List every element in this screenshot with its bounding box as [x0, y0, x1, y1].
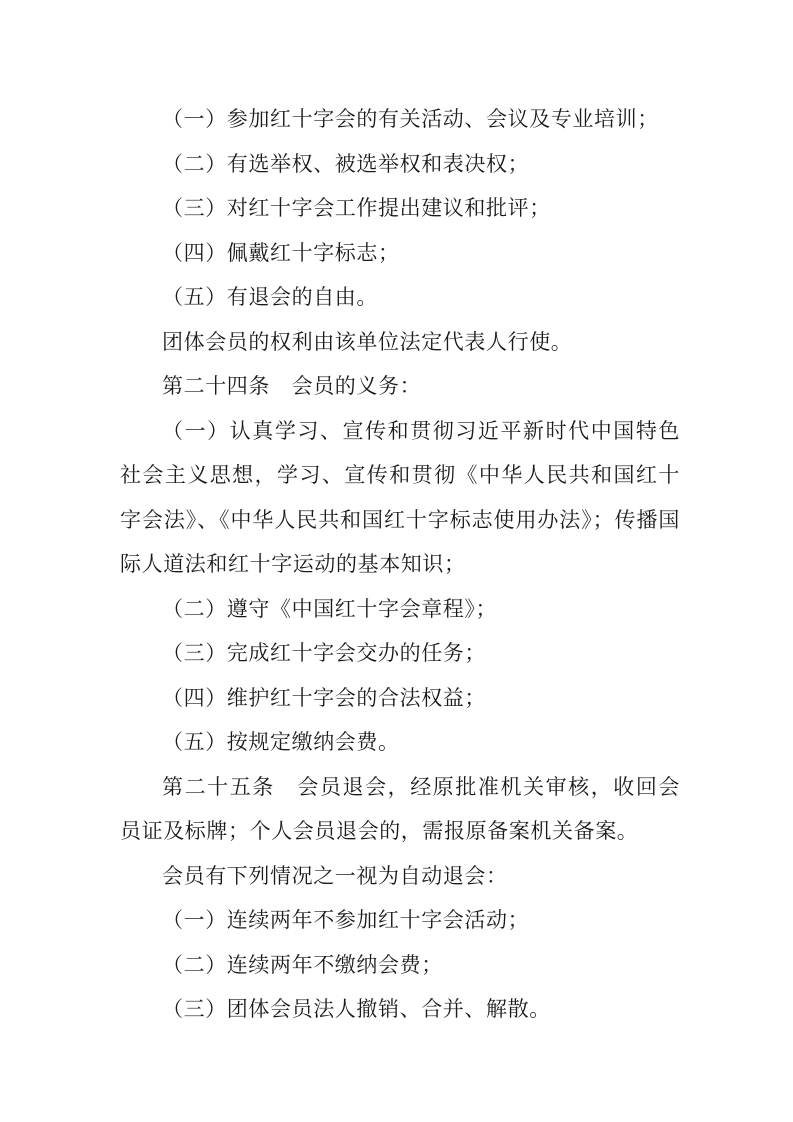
paragraph-auto-no-fees: （二）连续两年不缴纳会费；: [162, 952, 443, 977]
paragraph-duty-fees: （五）按规定缴纳会费。: [162, 730, 400, 754]
paragraph-auto-withdraw: 会员有下列情况之一视为自动退会：: [162, 863, 508, 888]
paragraph-duty-study: （一）认真学习、宣传和贯彻习近平新时代中国特色社会主义思想，学习、宣传和贯彻《中华人民共和国红十字会法》、《中华人民共和国红十字标志使用办法》；传播国际人道法和红十字运动的基本知识；: [120, 418, 680, 576]
document-body: [120, 97, 680, 1032]
paragraph-right-emblem: （四）佩戴红十字标志；: [162, 240, 400, 265]
article-24-heading: 第二十四条 会员的义务：: [162, 374, 422, 398]
paragraph-duty-protect: （四）维护红十字会的合法权益；: [162, 685, 486, 710]
paragraph-right-activities: （一）参加红十字会的有关活动、会议及专业培训；: [162, 107, 659, 131]
paragraph-group-rights: 团体会员的权利由该单位法定代表人行使。: [162, 329, 573, 354]
paragraph-duty-tasks: （三）完成红十字会交办的任务；: [162, 641, 486, 665]
paragraph-right-withdraw: （五）有退会的自由。: [162, 285, 378, 309]
paragraph-duty-charter: （二）遵守《中国红十字会章程》；: [162, 596, 498, 621]
paragraph-auto-dissolved: （三）团体会员法人撤销、合并、解散。: [162, 997, 551, 1021]
paragraph-auto-no-activity: （一）连续两年不参加红十字会活动；: [162, 908, 530, 932]
article-25-paragraph: 第二十五条 会员退会，经原批准机关审核，收回会员证及标牌；个人会员退会的，需报原备案机关备案。: [120, 774, 680, 843]
paragraph-right-vote: （二）有选举权、被选举权和表决权；: [162, 151, 530, 176]
paragraph-right-suggest: （三）对红十字会工作提出建议和批评；: [162, 196, 551, 220]
